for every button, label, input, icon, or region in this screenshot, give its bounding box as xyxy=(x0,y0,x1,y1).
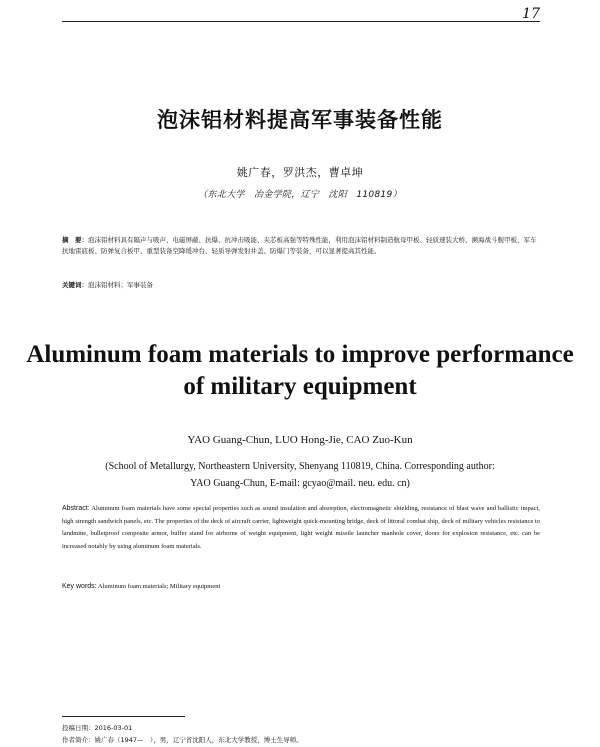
english-authors: YAO Guang-Chun, LUO Hong-Jie, CAO Zuo-Kun xyxy=(187,434,413,446)
chinese-keywords-text: 泡沫铝材料；军事装备 xyxy=(88,281,153,289)
english-affiliation xyxy=(0,458,600,492)
english-title-line-1: Aluminum foam materials to improve performance xyxy=(26,341,574,368)
english-abstract-label: Abstract: xyxy=(62,505,90,512)
footnote-author-bio: 作者简介：姚广春（1947— ），男，辽宁省沈阳人，东北大学教授，博士生导师。 xyxy=(62,736,303,744)
chinese-keywords xyxy=(62,280,540,291)
footnotes xyxy=(62,722,540,746)
english-keywords xyxy=(62,581,540,592)
footnote-rule xyxy=(62,716,185,717)
footnote-received-date: 投稿日期：2016-03-01 xyxy=(62,724,133,732)
english-affiliation-line-2: YAO Guang-Chun, E-mail: gcyao@mail. neu. edu. cn) xyxy=(190,478,410,489)
english-keywords-text: Aluminum foam materials; Military equipment xyxy=(97,583,221,590)
english-affiliation-line-1: (School of Metallurgy, Northeastern University, Shenyang 110819, China. Corresponding author: xyxy=(105,461,495,472)
english-title xyxy=(0,339,600,403)
chinese-abstract xyxy=(62,235,540,257)
chinese-keywords-label: 关键词： xyxy=(62,281,88,289)
english-abstract xyxy=(62,503,540,553)
chinese-abstract-label: 摘 要： xyxy=(62,236,88,244)
english-title-line-2: of military equipment xyxy=(183,373,417,400)
chinese-abstract-text: 泡沫铝材料具有隔声与吸声、电磁屏蔽、抗爆、抗冲击吸能、夹芯板高强等特殊性能，利用泡沫铝材料制造航母甲板、轻质速装大桥、濒海战斗舰甲板、军车抗地雷底板、防弹复合板甲、重型装备空降缓冲台、轻质导弹发射井盖、防爆门等装备，可以显著提高其性能。 xyxy=(62,236,537,255)
chinese-affiliation: （东北大学 冶金学院，辽宁 沈阳 110819） xyxy=(198,190,402,200)
english-abstract-text: Aluminum foam materials have some special properties such as sound insulation and absorption, electromagnetic shielding, resistance of blast wave and ballistic impact, high strength sandwich panels, etc. The properties of the deck of aircraft carrier, lightweight quick-mounting bridge, deck of littoral combat ship, deck of military vehicles resistance to landmine, bulletproof composite armor, buffer stand for airborne of weight equipment, light weight missile launcher manhole cover, doors for explosion resistance, etc. can be increased notably by using aluminum foam materials. xyxy=(62,505,540,550)
chinese-authors: 姚广春，罗洪杰，曹卓坤 xyxy=(236,166,364,179)
english-keywords-label: Key words: xyxy=(62,583,97,590)
chinese-title: 泡沫铝材料提高军事装备性能 xyxy=(157,108,443,132)
page-number: 17 xyxy=(522,6,540,22)
header-rule xyxy=(62,21,540,22)
